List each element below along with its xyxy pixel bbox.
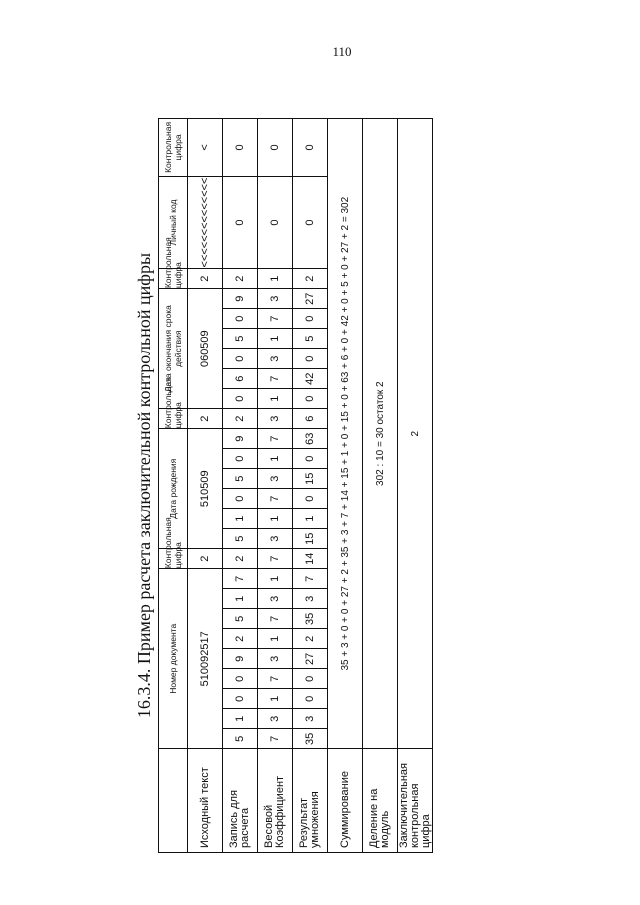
digit-cell: 7 <box>258 369 293 389</box>
digit-cell: 7 <box>258 729 293 749</box>
digit-cell: 1 <box>258 329 293 349</box>
digit-cell: 15 <box>293 529 328 549</box>
page-number: 110 <box>332 44 352 59</box>
digit-cell: 0 <box>223 389 258 409</box>
digit-cell: 15 <box>293 469 328 489</box>
digit-cell: 3 <box>258 529 293 549</box>
digit-cell: 9 <box>223 429 258 449</box>
digit-cell: 6 <box>293 409 328 429</box>
header-expiry-date: Дата окончания срока действия <box>159 289 188 409</box>
digit-cell: 1 <box>223 509 258 529</box>
header-final-check: Контрольная цифра <box>159 119 188 177</box>
section-title: 16.3.4. Пример расчета заключительной контрольной цифры <box>134 252 154 719</box>
digit-cell: 1 <box>258 389 293 409</box>
digit-cell: 3 <box>258 589 293 609</box>
digit-cell: 5 <box>223 609 258 629</box>
digit-cell: 1 <box>258 629 293 649</box>
digit-cell: 5 <box>223 729 258 749</box>
source-row <box>188 119 223 853</box>
calc-row <box>258 119 293 853</box>
digit-cell: 6 <box>223 369 258 389</box>
modulo-row <box>363 119 398 853</box>
digit-cell: 1 <box>223 589 258 609</box>
modulo-value: 302 : 10 = 30 остаток 2 <box>363 119 398 749</box>
final-check-cell: 0 <box>258 119 293 177</box>
digit-cell: 1 <box>258 509 293 529</box>
header-check1: Контрольная цифра <box>159 549 188 569</box>
digit-cell: 3 <box>293 589 328 609</box>
header-row <box>159 119 188 853</box>
digit-cell: 0 <box>293 669 328 689</box>
digit-cell: 0 <box>223 489 258 509</box>
final-row <box>398 119 433 853</box>
digit-cell: 3 <box>293 709 328 729</box>
digit-cell: 35 <box>293 609 328 629</box>
digit-cell: 3 <box>258 649 293 669</box>
header-personal-code: Личный код <box>159 176 188 268</box>
header-check3: Контрольная цифра <box>159 269 188 289</box>
digit-cell: 2 <box>223 409 258 429</box>
digit-cell: 0 <box>223 669 258 689</box>
source-check3: 2 <box>188 269 223 289</box>
header-blank <box>159 749 188 853</box>
digit-cell: 7 <box>223 569 258 589</box>
digit-cell: 0 <box>293 389 328 409</box>
digit-cell: 3 <box>258 469 293 489</box>
modulo-label: Деление на модуль <box>363 749 398 853</box>
digit-cell: 7 <box>258 309 293 329</box>
digit-cell: 5 <box>223 529 258 549</box>
digit-cell: 7 <box>258 609 293 629</box>
digit-cell: 2 <box>223 269 258 289</box>
digit-cell: 7 <box>258 429 293 449</box>
digit-cell: 5 <box>223 469 258 489</box>
final-check-cell: 0 <box>293 119 328 177</box>
source-birth-date: 510509 <box>188 429 223 549</box>
row-label: Весовой Коэффициент <box>258 749 293 853</box>
source-final-check: < <box>188 119 223 177</box>
calc-row <box>293 119 328 853</box>
digit-cell: 3 <box>258 289 293 309</box>
source-doc-number: 510092517 <box>188 569 223 749</box>
digit-cell: 1 <box>258 449 293 469</box>
digit-cell: 5 <box>293 329 328 349</box>
digit-cell: 1 <box>258 269 293 289</box>
summation-label: Суммирование <box>328 749 363 853</box>
final-value: 2 <box>398 119 433 749</box>
check-digit-table <box>158 118 433 853</box>
digit-cell: 5 <box>223 329 258 349</box>
digit-cell: 0 <box>293 449 328 469</box>
digit-cell: 0 <box>223 309 258 329</box>
digit-cell: 35 <box>293 729 328 749</box>
final-check-cell: 0 <box>223 119 258 177</box>
digit-cell: 0 <box>223 349 258 369</box>
digit-cell: 3 <box>258 709 293 729</box>
digit-cell: 1 <box>258 569 293 589</box>
source-check1: 2 <box>188 549 223 569</box>
digit-cell: 0 <box>223 449 258 469</box>
summation-value: 35 + 3 + 0 + 0 + 27 + 2 + 35 + 3 + 7 + 14 + 15 + 1 + 0 + 15 + 0 + 63 + 6 + 0 + 42 + 0 + 5 + 0 + 27 + 2 = 302 <box>328 119 363 749</box>
digit-cell: 2 <box>293 269 328 289</box>
digit-cell: 63 <box>293 429 328 449</box>
digit-cell: 0 <box>293 489 328 509</box>
digit-cell: 2 <box>223 549 258 569</box>
final-label: Заключительная контрольная цифра <box>398 749 433 853</box>
digit-cell: 0 <box>293 349 328 369</box>
personal-code-cell: 0 <box>258 176 293 268</box>
row-label: Результат умножения <box>293 749 328 853</box>
digit-cell: 42 <box>293 369 328 389</box>
digit-cell: 7 <box>258 489 293 509</box>
source-label: Исходный текст <box>188 749 223 853</box>
digit-cell: 7 <box>293 569 328 589</box>
source-expiry-date: 060509 <box>188 289 223 409</box>
digit-cell: 1 <box>258 689 293 709</box>
digit-cell: 9 <box>223 289 258 309</box>
digit-cell: 0 <box>293 689 328 709</box>
digit-cell: 9 <box>223 649 258 669</box>
digit-cell: 1 <box>293 509 328 529</box>
source-personal-code: <<<<<<<<<<<<<< <box>188 176 223 268</box>
digit-cell: 0 <box>293 309 328 329</box>
calc-row <box>223 119 258 853</box>
digit-cell: 0 <box>223 689 258 709</box>
digit-cell: 14 <box>293 549 328 569</box>
digit-cell: 7 <box>258 669 293 689</box>
header-check2: Контрольная цифра <box>159 409 188 429</box>
personal-code-cell: 0 <box>223 176 258 268</box>
digit-cell: 2 <box>223 629 258 649</box>
digit-cell: 1 <box>223 709 258 729</box>
header-birth-date: Дата рождения <box>159 429 188 549</box>
digit-cell: 3 <box>258 409 293 429</box>
personal-code-cell: 0 <box>293 176 328 268</box>
row-label: Запись для расчета <box>223 749 258 853</box>
header-doc-number: Номер документа <box>159 569 188 749</box>
digit-cell: 3 <box>258 349 293 369</box>
digit-cell: 27 <box>293 289 328 309</box>
digit-cell: 27 <box>293 649 328 669</box>
digit-cell: 7 <box>258 549 293 569</box>
digit-cell: 2 <box>293 629 328 649</box>
rotated-content <box>130 118 470 853</box>
source-check2: 2 <box>188 409 223 429</box>
summation-row <box>328 119 363 853</box>
